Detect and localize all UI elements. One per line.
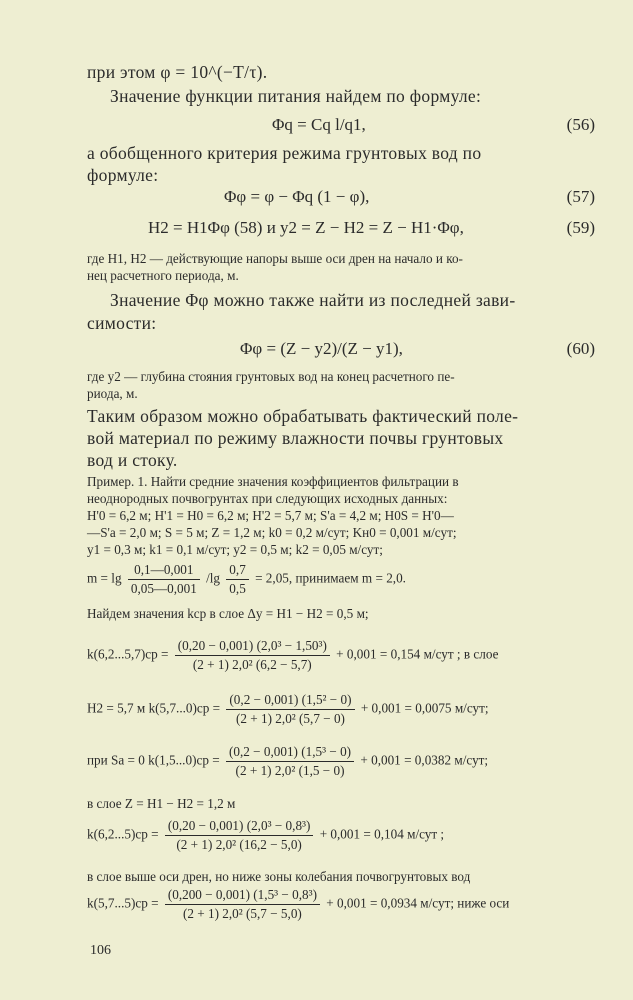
text-line: вод и стоку. [87, 450, 178, 470]
formula-k1 [87, 638, 498, 673]
formula-prefix: k(6,2...5)ср = [87, 826, 159, 842]
formula-m [87, 562, 406, 597]
formula-prefix: при Sa = 0 k(1,5...0)ср = [87, 752, 220, 768]
text-line: формуле: [87, 165, 159, 185]
text-line: Найдем значения kср в слое Δy = H1 − H2 = 0,5 м; [87, 606, 369, 621]
fraction-denominator: (2 + 1) 2,0² (1,5 − 0) [235, 763, 345, 778]
formula-suffix: = 2,05, принимаем m = 2,0. [255, 570, 406, 586]
fraction-denominator: (2 + 1) 2,0² (6,2 − 5,7) [192, 657, 312, 672]
fraction [165, 818, 314, 853]
page-number: 106 [90, 943, 111, 958]
formula-suffix: + 0,001 = 0,0382 м/сут; [360, 752, 489, 768]
formula-prefix: H2 = 5,7 м k(5,7...0)ср = [87, 700, 221, 716]
text-line: Значение функции питания найдем по формуле: [110, 86, 482, 106]
equation-58-59: H2 = H1Φφ (58) и y2 = Z − H2 = Z − H1·Φφ, [148, 218, 464, 237]
formula-prefix: m = lg [87, 570, 122, 586]
text-line: а обобщенного критерия режима грунтовых вод по [87, 143, 482, 163]
fraction-numerator: 0,1—0,001 [128, 562, 200, 580]
fraction-numerator: (0,20 − 0,001) (2,0³ − 0,8³) [165, 818, 314, 836]
text-line: y1 = 0,3 м; k1 = 0,1 м/сут; y2 = 0,5 м; k2 = 0,05 м/сут; [87, 542, 383, 557]
text-line: Таким образом можно обрабатывать фактический поле- [87, 406, 519, 426]
equation-number: (60) [566, 339, 595, 358]
fraction [165, 887, 320, 922]
fraction [175, 638, 330, 673]
text-line: —S'a = 2,0 м; S = 5 м; Z = 1,2 м; k0 = 0,2 м/сут; Kн0 = 0,001 м/сут; [87, 525, 457, 540]
example-heading: Пример. 1. Найти средние значения коэффициентов фильтрации в [87, 474, 459, 489]
text-line: риода, м. [87, 386, 138, 401]
fraction [226, 692, 354, 727]
text-line: Значение Φφ можно также найти из последней зави- [110, 290, 516, 310]
fraction-numerator: (0,2 − 0,001) (1,5³ − 0) [226, 744, 354, 762]
formula-suffix: + 0,001 = 0,0934 м/сут; ниже оси [326, 895, 510, 911]
text-line: H'0 = 6,2 м; H'1 = H0 = 6,2 м; H'2 = 5,7 м; S'a = 4,2 м; H0S = H'0— [87, 508, 454, 523]
fraction [128, 562, 200, 597]
fraction-denominator: (2 + 1) 2,0² (5,7 − 5,0) [182, 906, 302, 921]
fraction-denominator: 0,05—0,001 [130, 581, 197, 596]
formula-k5 [87, 887, 509, 922]
formula-suffix: + 0,001 = 0,104 м/сут ; [319, 826, 445, 842]
fraction-numerator: (0,2 − 0,001) (1,5² − 0) [226, 692, 354, 710]
text-line: где H1, H2 — действующие напоры выше оси дрен на начало и ко- [87, 251, 463, 266]
formula-k3 [87, 744, 488, 779]
text-line: где y2 — глубина стояния грунтовых вод на конец расчетного пе- [87, 369, 455, 384]
text-line: симости: [87, 313, 157, 333]
fraction-numerator: 0,7 [226, 562, 248, 580]
formula-prefix: k(6,2...5,7)ср = [87, 646, 169, 662]
text-line: неоднородных почвогрунтах при следующих исходных данных: [87, 491, 448, 506]
formula-k4 [87, 818, 444, 853]
fraction-denominator: (2 + 1) 2,0² (16,2 − 5,0) [176, 837, 302, 852]
equation-56: Φq = Cq l/q1, [272, 115, 366, 134]
text-line: вой материал по режиму влажности почвы грунтовых [87, 428, 504, 448]
text-line: в слое Z = H1 − H2 = 1,2 м [87, 796, 236, 811]
text-line: нец расчетного периода, м. [87, 268, 239, 283]
equation-60: Φφ = (Z − y2)/(Z − y1), [240, 339, 403, 358]
text-line: в слое выше оси дрен, но ниже зоны колебания почвогрунтовых вод [87, 869, 471, 884]
fraction-denominator: 0,5 [229, 581, 246, 596]
fraction [226, 744, 354, 779]
fraction-numerator: (0,20 − 0,001) (2,0³ − 1,50³) [175, 638, 330, 656]
formula-suffix: + 0,001 = 0,0075 м/сут; [360, 700, 489, 716]
equation-number: (57) [566, 187, 595, 206]
fraction-denominator: (2 + 1) 2,0² (5,7 − 0) [236, 711, 345, 726]
formula-k2 [87, 692, 489, 727]
formula-prefix: k(5,7...5)ср = [87, 895, 159, 911]
text-line: при этом φ = 10^(−T/τ). [87, 62, 268, 82]
formula-text: /lg [206, 570, 220, 586]
equation-number: (59) [566, 218, 595, 237]
fraction [226, 562, 248, 597]
fraction-numerator: (0,200 − 0,001) (1,5³ − 0,8³) [165, 887, 320, 905]
equation-57: Φφ = φ − Φq (1 − φ), [224, 187, 370, 206]
equation-number: (56) [566, 115, 595, 134]
formula-suffix: + 0,001 = 0,154 м/сут ; в слое [336, 646, 499, 662]
